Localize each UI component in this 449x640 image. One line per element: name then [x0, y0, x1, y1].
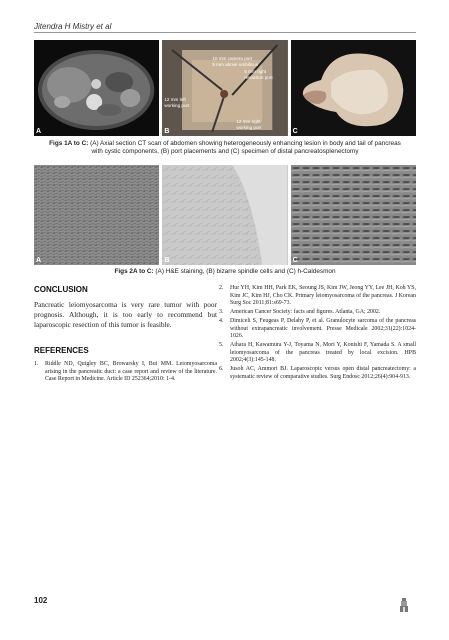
specimen-photo [291, 40, 416, 136]
reference-number: 2. [219, 285, 224, 291]
reference-text: Jusoh AC, Ammori BJ. Laparoscopic versus open distal pancreatectomy: a systematic review of comparative studies. Surg Endosc 2012;26(4):904-913. [230, 366, 416, 380]
header-divider [34, 32, 416, 33]
reference-item [219, 342, 416, 365]
running-header: Jitendra H Mistry et al [34, 22, 112, 31]
reference-item [34, 361, 217, 384]
annotation-right-retraction-port: retraction port [244, 75, 273, 80]
figure-1-caption-text: (A) Axial section CT scan of abdomen showing heterogeneously enhancing lesion in body and tail of pancreas with cystic components, (B) port placements and (C) specimen of distal pancreatosplenectomy [88, 140, 401, 155]
figure-2a-he-staining [34, 165, 159, 265]
reference-number: 3. [219, 309, 224, 316]
figure-2b-spindle-cells [162, 165, 287, 265]
figure-1-caption-label: Figs 1A to C: [49, 140, 89, 147]
reference-text: Dimiceli S, Feugeas P, Delaby P, et al. Granulocyte sarcoma of the pancreas without extrapancreatic involvement. Presse Medicale 2002;31(22):1024-1026. [230, 317, 416, 340]
reference-text: American Cancer Society: facts and figures. Atlanta, GA; 2002. [230, 309, 381, 316]
annotation-camera-port: 10 mm camera port [212, 56, 253, 61]
panel-label: A [36, 128, 42, 135]
annotation-camera-port-location: 5 mm above umbilicus [212, 62, 259, 67]
figure-2-caption-text: (A) H&E staining, (B) bizarre spindle cells and (C) h-Caldesmon [153, 268, 336, 275]
references-heading: REFERENCES [34, 346, 89, 355]
he-staining-micrograph [34, 165, 159, 265]
figure-2-caption [34, 268, 416, 276]
reference-item [219, 285, 416, 308]
figure-2c-h-caldesmon [291, 165, 416, 265]
reference-text: Hur YH, Kim HH, Park EK, Seoung JS, Kim JW, Jeong YY, Lee JH, Koh YS, Kim JC, Kim HJ, Cho CK. Primary leiomyosarcoma of the pancreas. J Korean Surg Soc 2011;81:s69-73. [230, 285, 416, 307]
figure-2 [34, 165, 416, 265]
figure-1c-specimen [291, 40, 416, 136]
figure-1a-ct-scan [34, 40, 159, 136]
port-placement-photo [162, 40, 287, 136]
figure-1 [34, 40, 416, 136]
reference-text: Riddle ND, Quigley BC, Browarsky I, Bui MM. Leiomyosarcoma arising in the pancreatic duct: a case report and review of the literature. Case Report in Medicine. Article ID 252364;2010: 1-4. [45, 361, 217, 383]
reference-item [219, 318, 416, 341]
conclusion-heading: CONCLUSION [34, 285, 88, 294]
panel-label: B [164, 128, 170, 135]
panel-label: B [164, 257, 170, 264]
reference-number: 5. [219, 341, 224, 348]
reference-item [219, 366, 416, 381]
publisher-logo-icon [399, 597, 409, 613]
annotation-left-working-port-size: 12 mm left [164, 97, 186, 102]
figure-1-caption [48, 140, 402, 156]
ct-scan-image [34, 40, 159, 136]
panel-label: A [36, 257, 42, 264]
figure-1b-port-placement [162, 40, 287, 136]
reference-text: Aihara H, Kawamura Y-J, Toyama N, Mori Y, Konishi F, Yamada S. A small leiomyosarcoma of the pancreas treated by local excision. HPB 2002;4(3):145-148. [230, 341, 416, 364]
figure-2-caption-label: Figs 2A to C: [114, 268, 154, 275]
conclusion-text: Pancreatic leiomyosarcoma is very rare tumor with poor prognosis. Although, it is too early to recommend but laparoscopic resection of this tumor is feasible. [34, 300, 217, 329]
spindle-cells-micrograph [162, 165, 287, 265]
page-number: 102 [34, 596, 48, 605]
panel-label: C [292, 128, 298, 135]
annotation-right-working-port-size: 12 mm right [236, 119, 261, 124]
reference-number: 4. [219, 317, 224, 324]
reference-number: 1. [34, 361, 39, 367]
reference-number: 6. [219, 366, 224, 373]
right-column [219, 285, 416, 382]
left-column [34, 285, 217, 385]
panel-label: C [292, 257, 298, 264]
h-caldesmon-micrograph [291, 165, 416, 265]
annotation-left-working-port: working port [164, 103, 190, 108]
reference-list-right [219, 285, 416, 381]
annotation-right-retraction-port-size: 5 mm right [244, 69, 267, 74]
annotation-right-working-port: working port [236, 125, 262, 130]
reference-list-left [34, 361, 217, 384]
reference-item [219, 309, 416, 317]
